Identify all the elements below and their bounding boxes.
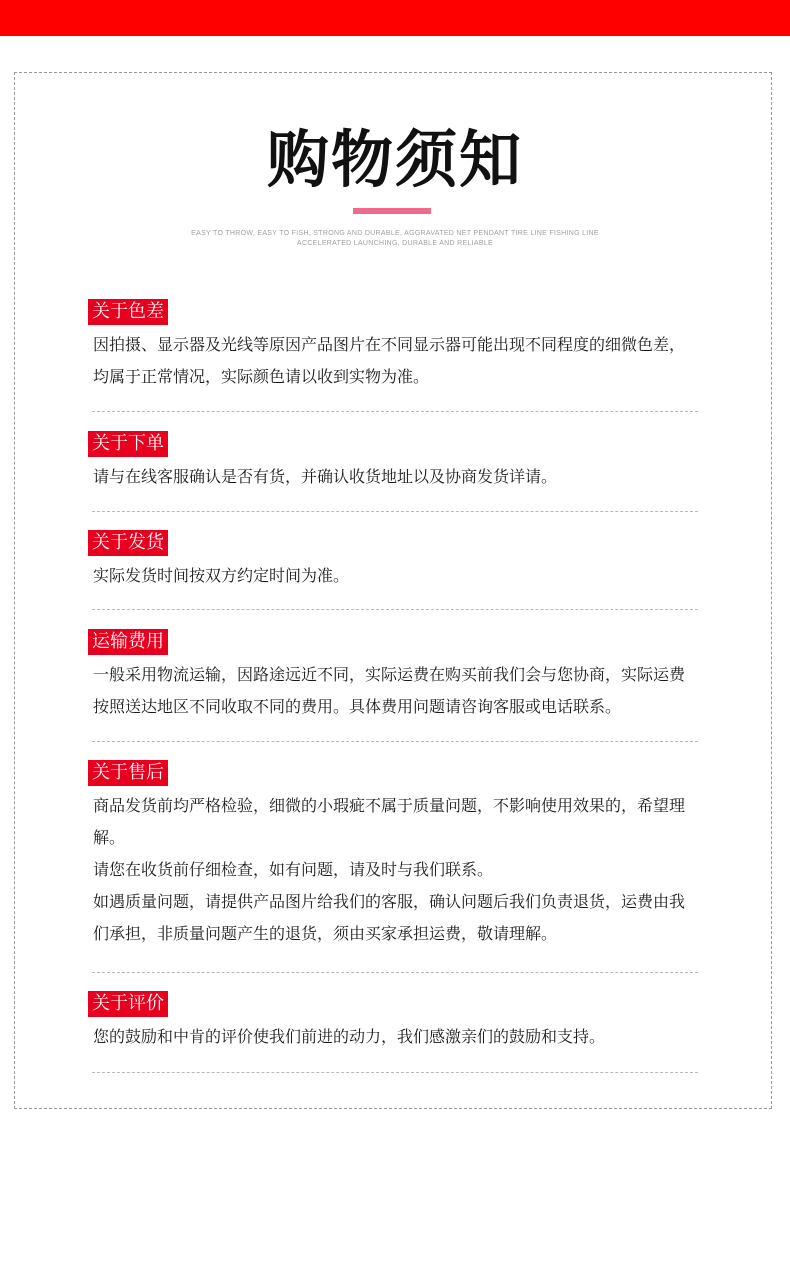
section-paragraph: 实际发货时间按双方约定时间为准。 (93, 566, 350, 585)
section-paragraph: 如遇质量问题，请提供产品图片给我们的客服，确认问题后我们负责退货，运费由我们承担，非质量问题产生的退货，须由买家承担运费，敬请理解。 (93, 892, 686, 943)
subtitle-line-1: EASY TO THROW, EASY TO FISH, STRONG AND DURABLE, AGGRAVATED NET PENDANT TIRE LINE FISHING LINE (191, 230, 599, 237)
section-body (88, 659, 700, 723)
section-paragraph: 您的鼓励和中肯的评价使我们前进的动力，我们感激亲们的鼓励和支持。 (93, 1027, 606, 1046)
section-shipping-cost (88, 629, 700, 723)
section-body (88, 790, 700, 950)
section-body (88, 461, 700, 493)
section-paragraph: 请您在收货前仔细检查，如有问题，请及时与我们联系。 (93, 860, 494, 879)
section-body (88, 329, 700, 393)
section-divider (92, 411, 698, 412)
section-paragraph: 商品发货前均严格检验，细微的小瑕疵不属于质量问题，不影响使用效果的，希望理解。 (93, 796, 686, 847)
section-divider (92, 741, 698, 742)
section-paragraph: 请与在线客服确认是否有货，并确认收货地址以及协商发货详请。 (93, 467, 558, 486)
page-title: 购物须知 (266, 123, 523, 196)
section-body (88, 1021, 700, 1053)
section-divider (92, 609, 698, 610)
section-paragraph: 因拍摄、显示器及光线等原因产品图片在不同显示器可能出现不同程度的细微色差，均属于正常情况，实际颜色请以收到实物为准。 (93, 335, 686, 386)
page-subtitle (150, 229, 640, 249)
title-accent-line (353, 208, 431, 214)
section-tag: 关于色差 (88, 299, 168, 325)
section-tag: 关于下单 (88, 431, 168, 457)
section-shipping (88, 530, 700, 592)
section-body (88, 560, 700, 592)
section-reviews (88, 991, 700, 1053)
section-tag: 运输费用 (88, 629, 168, 655)
section-paragraph: 一般采用物流运输，因路途远近不同，实际运费在购买前我们会与您协商，实际运费按照送达地区不同收取不同的费用。具体费用问题请咨询客服或电话联系。 (93, 665, 686, 716)
section-divider (92, 511, 698, 512)
section-tag: 关于售后 (88, 760, 168, 786)
section-divider (92, 972, 698, 973)
section-color-difference (88, 299, 700, 393)
section-ordering (88, 431, 700, 493)
section-tag: 关于评价 (88, 991, 168, 1017)
section-after-sales (88, 760, 700, 950)
top-banner-bar (0, 0, 790, 36)
section-divider (92, 1072, 698, 1073)
subtitle-line-2: ACCELERATED LAUNCHING, DURABLE AND RELIABLE (297, 240, 493, 247)
section-tag: 关于发货 (88, 530, 168, 556)
